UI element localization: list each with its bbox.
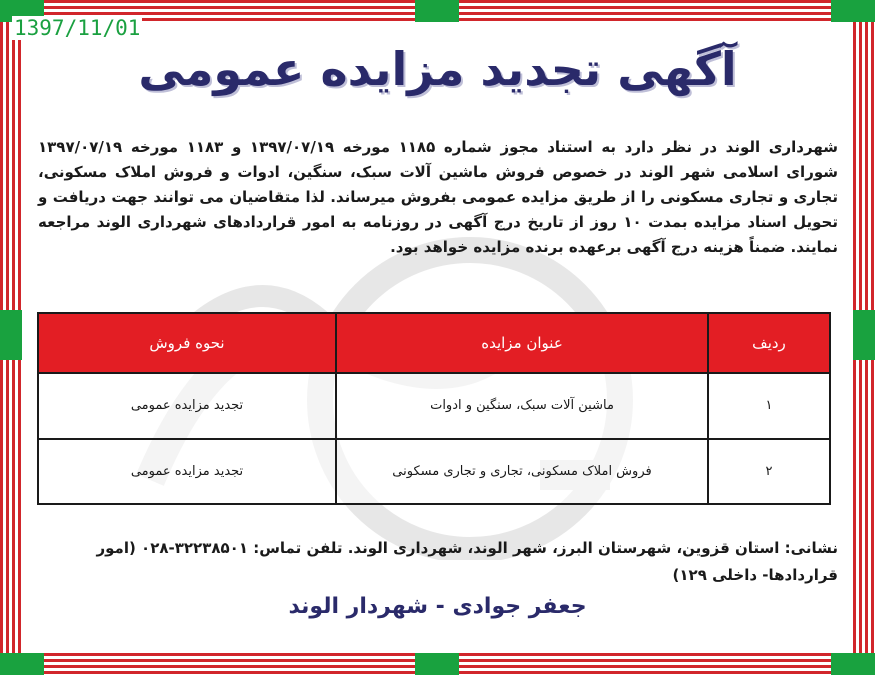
row-sale-method: تجدید مزایده عمومی — [38, 373, 336, 439]
notice-body: شهرداری الوند در نظر دارد به استناد مجوز شماره ۱۱۸۵ مورخه ۱۳۹۷/۰۷/۱۹ و ۱۱۸۳ مورخه ۱۳۹۷/۰۷/۱۹ شورای اسلامی شهر الوند در خصوص فروش ماشین آلات سبک، سنگین، ادوات و فروش املاک مسکونی، تجاری و تجاری مسکونی را از طریق مزایده عمومی بفروش میرساند. لذا متقاضیان می توانند جهت دریافت و تحویل اسناد مزایده بمدت ۱۰ روز از تاریخ درج آگهی در روزنامه به امور قراردادهای شهرداری الوند مراجعه نمایند. ضمناً هزینه درج آگهی برعهده برنده مزایده خواهد بود. — [38, 138, 838, 256]
table-header-row — [38, 313, 830, 373]
row-sale-method: تجدید مزایده عمومی — [38, 439, 336, 505]
frame-green-square — [415, 653, 459, 675]
row-subject: ماشین آلات سبک، سنگین و ادوات — [336, 373, 708, 439]
frame-green-square — [831, 0, 875, 22]
contact-address: نشانی: استان قزوین، شهرستان البرز، شهر الوند، شهرداری الوند. تلفن تماس: ۳۲۲۳۸۵۰۱-۰۲۸ (امور قراردادها- داخلی ۱۲۹) — [96, 539, 838, 584]
header-subject: عنوان مزایده — [336, 313, 708, 373]
frame-green-square — [831, 653, 875, 675]
auction-table — [37, 312, 831, 505]
table-row — [38, 439, 830, 505]
frame-green-square — [0, 653, 44, 675]
table-row — [38, 373, 830, 439]
row-subject: فروش املاک مسکونی، تجاری و تجاری مسکونی — [336, 439, 708, 505]
row-number: ۲ — [708, 439, 830, 505]
notice-title: آگهی تجدید مزایده عمومی — [138, 42, 737, 96]
header-sale-method: نحوه فروش — [38, 313, 336, 373]
row-number: ۱ — [708, 373, 830, 439]
header-row-no: ردیف — [708, 313, 830, 373]
signature: جعفر جوادی - شهردار الوند — [288, 594, 587, 619]
frame-green-square — [0, 310, 22, 360]
date-stamp: 1397/11/01 — [14, 16, 141, 40]
frame-green-square — [415, 0, 459, 22]
frame-green-square — [853, 310, 875, 360]
